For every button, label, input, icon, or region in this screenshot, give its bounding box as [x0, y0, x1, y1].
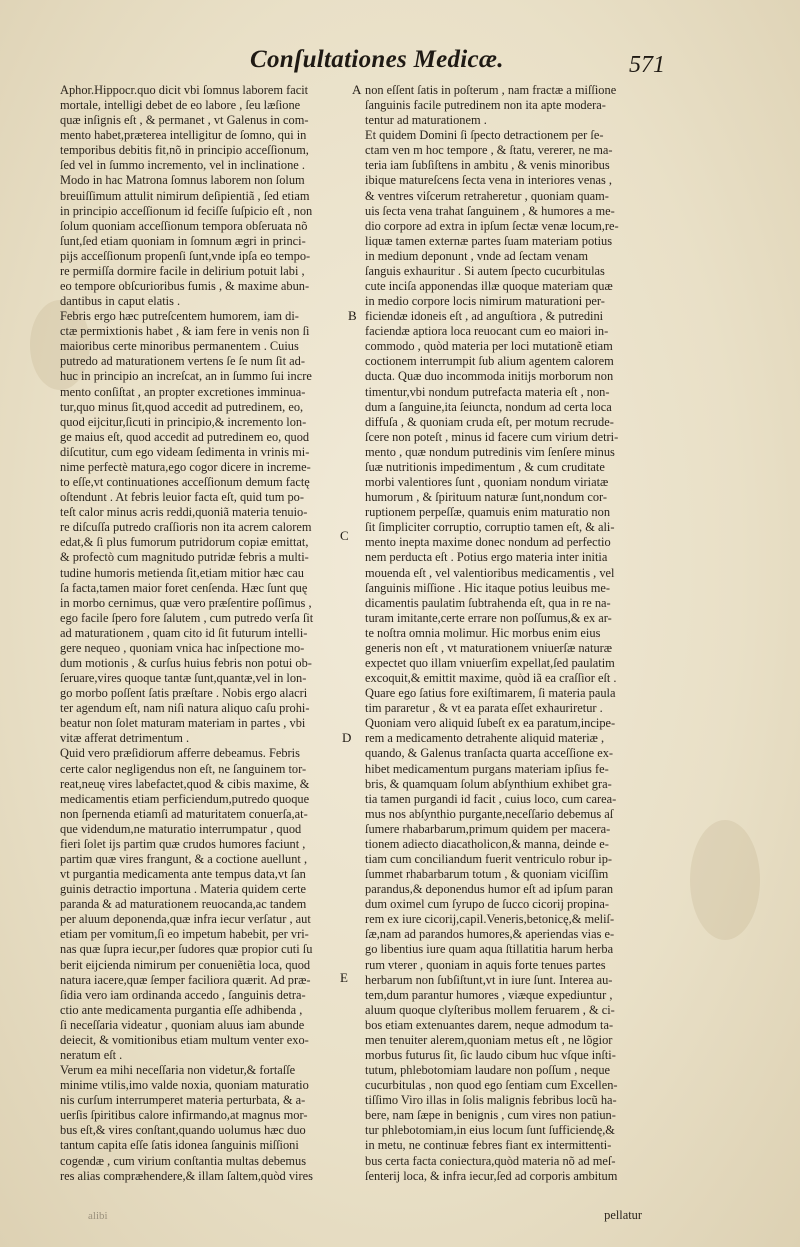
- text-line: per aluum deponenda,quæ infra iecur verſatur , aut: [60, 912, 311, 927]
- text-line: Modo in hac Matrona ſomnus laborem non ſolum: [60, 173, 305, 188]
- left-text-column: [60, 83, 347, 1208]
- text-line: dantibus in caput elatis .: [60, 294, 181, 309]
- text-line: pijs acceſſionum propenſi ſunt,vnde ipſa eo tempo-: [60, 248, 311, 263]
- text-line: vt purgantia medicamenta ante tempus data,vt ſan: [60, 867, 306, 882]
- text-line: to eſſe,vt continuationes acceſſionum demum factę: [60, 475, 310, 490]
- text-line: diffuſa , & quoniam cruda eſt, per motum recrude-: [365, 414, 614, 429]
- text-line: mento habet,præterea intelligitur de ſomno, qui in: [60, 128, 307, 143]
- text-line: ſolum quoniam acceſſionum tempora obſeruata nõ: [60, 218, 308, 233]
- text-line: dum oximel cum ſyrupo de ſucco cicorij propina-: [365, 897, 609, 912]
- text-line: tiam cum conciliandum fuerit ventriculo robur ip-: [365, 851, 613, 866]
- text-line: in metu, ne continuæ febres fiant ex intermittenti-: [365, 1138, 612, 1153]
- section-marker-c: C: [340, 528, 349, 543]
- text-line: minime vtilis,imo valde noxia, quoniam maturatio: [60, 1078, 309, 1093]
- text-line: re diſcuſſa putredo craſſioris non ita acrem calorem: [60, 520, 312, 535]
- text-line: res alias compræhendere,& illam ſaltem,quòd vires: [60, 1168, 313, 1183]
- text-line: guinis detractio importuna . Materia quidem certe: [60, 882, 307, 897]
- page-header: [0, 46, 800, 80]
- text-line: generis non eſt , vt maturationem vniuerſæ naturæ: [365, 640, 613, 655]
- text-line: que videndum,ne maturatio interrumpatur , quod: [60, 821, 302, 836]
- text-line: ſed vel in ſummo incremento, vel in inclinatione .: [60, 158, 305, 173]
- text-line: dum a ſanguine,ita ſeiuncta, nondum ad certa loca: [365, 399, 612, 414]
- text-line: etiam per vomitum,ſi eo impetum habebit, per vri-: [60, 927, 309, 942]
- text-line: ctæ permixtionis habet , & iam fere in venis non ſi: [60, 324, 310, 339]
- text-line: ge maius eſt, quod accedit ad putredinem eo, quod: [60, 429, 310, 444]
- text-line: ſanguinis facile putredinem non ita apte modera-: [365, 98, 606, 113]
- text-line: natura iacere,quæ ſemper faciliora quærit. Ad præ-: [60, 972, 311, 987]
- text-line: dum motionis , & curſus huius febris non potui ob-: [60, 655, 312, 670]
- text-line: turam imitante,certe errare non poſſumus,& ex ar-: [365, 610, 612, 625]
- text-line: Febris ergo hæc putreſcentem humorem, iam di-: [60, 309, 299, 324]
- text-line: ſit ſimpliciter corruptio, corruptio tamen eſt, & ali-: [365, 520, 615, 535]
- text-line: ad maturationem , quam cito id ſit futurum intelli-: [60, 625, 308, 640]
- text-line: Quid vero præſidiorum afferre debeamus. Febris: [60, 746, 300, 761]
- text-line: in medio corpore locis nimirum maturationi per-: [365, 294, 605, 309]
- text-line: partim quæ vires frangunt, & a coctione auellunt ,: [60, 851, 308, 866]
- text-line: bris, & quamquam ſolum abſynthium exhibet gra-: [365, 776, 612, 791]
- text-line: Aphor.Hippocr.quo dicit vbi ſomnus laborem facit: [60, 83, 309, 97]
- text-line: ego facile ſpero fore ſalutem , cum putredo verſa ſit: [60, 610, 314, 625]
- text-line: bus certa facta coniectura,quòd materia nõ ad meſ-: [365, 1153, 616, 1168]
- text-line: aluum quoque clyſteribus mollem feruarem , & ci-: [365, 1002, 615, 1017]
- text-line: go libentius iure quam aqua ſtillatitia harum herba: [365, 942, 614, 957]
- text-line: mento , quæ nondum putredinis vim ſenſere minus: [365, 444, 615, 459]
- text-line: quando, & Galenus tranſacta quarta acceſſione ex-: [365, 746, 614, 761]
- section-marker-b: B: [348, 308, 357, 323]
- text-line: re permiſſa dormire facile in delirium potuit labi ,: [60, 263, 305, 278]
- text-line: bere, nam ſæpe in benignis , cum vires non patiun-: [365, 1108, 616, 1123]
- text-line: medicamentis etiam perficiendum,putredo quoque: [60, 791, 310, 806]
- text-line: non eſſent ſatis in poſterum , nam fractæ a miſſione: [365, 83, 617, 97]
- text-line: tutum, phlebotomiam laudare non poſſum , neque: [365, 1063, 611, 1078]
- text-line: teſt calor minus acris reddi,quoniã materia tenuio-: [60, 505, 308, 520]
- text-line: mento inepta maxime donec nondum ad perfectio: [365, 535, 611, 550]
- paper-stain: [690, 820, 760, 940]
- text-line: Quoniam vero aliquid ſubeſt ex ea paratum,incipe-: [365, 716, 616, 731]
- running-title: Conſultationes Medicæ.: [250, 46, 504, 73]
- text-line: tentur ad maturationem .: [365, 113, 487, 128]
- text-line: expectet quo illam vniuerſim expellat,ſed paulatim: [365, 655, 615, 670]
- text-line: ctam ven m hoc tempore , & ſtatu, vererer, ne ma-: [365, 143, 613, 158]
- text-line: herbarum non ſubſiſtunt,vt in iure ſunt. Interea au-: [365, 972, 613, 987]
- text-line: bos etiam extenuantes darem, neque admodum ta-: [365, 1017, 614, 1032]
- text-line: tur,quo minus ſit,quod accedit ad putredinem, eo,: [60, 399, 304, 414]
- text-line: morbus futurus ſit, ſic laudo cibum huc vſque inſti-: [365, 1048, 616, 1062]
- text-line: rum vterer , quoniam in aquis forte tenues partes: [365, 957, 606, 972]
- text-line: ſunt,ſed etiam quoniam in ſomnum ægri in princi-: [60, 233, 306, 248]
- text-line: ſæ,nam ad parandos humores,& aperiendas vias e-: [365, 927, 615, 942]
- text-line: temporibus debitis fit,nõ in principio acceſſionum,: [60, 143, 309, 158]
- text-line: faciendæ aptiora loca reuocant cum eo maiori in-: [365, 324, 609, 339]
- text-line: excoquit,& emittit maxime, quòd iã ea craſſior eſt .: [365, 671, 617, 686]
- text-line: Quare ego ſatius fore exiſtimarem, ſi materia paula: [365, 686, 616, 701]
- text-line: ſenterij loca, & infra iecur,ſed ad corporis ambitum: [365, 1168, 618, 1183]
- text-line: ſanguinis miſſione . Hic itaque potius leuibus me-: [365, 580, 611, 595]
- text-line: mus nos abſynthio purgante,neceſſario debemus aſ: [365, 806, 614, 821]
- text-line: cute inciſa apponendas illæ quoque materiam quæ: [365, 279, 613, 294]
- text-line: tantum capita eſſe ſatis idonea ſanguinis miſſioni: [60, 1138, 299, 1153]
- text-line: tem,dum parantur humores , viæque expediuntur ,: [365, 987, 613, 1002]
- text-line: ruptionem perpeſſæ, quamuis enim maturatio non: [365, 505, 611, 520]
- text-line: mouenda eſt , vel valentioribus medicamentis , vel: [365, 565, 615, 580]
- text-line: reat,neuę vires labefactet,quod & cibis maxime, &: [60, 776, 310, 791]
- text-line: paranda & ad maturationem reuocanda,ac tandem: [60, 897, 307, 912]
- text-line: hibet medicamentum purgans materiam ipſius fe-: [365, 761, 609, 776]
- text-line: eo tempore obſcurioribus fumis , & maxime abun-: [60, 279, 310, 294]
- text-line: ſuæ nutritionis impedimentum , & cum cruditate: [365, 459, 605, 474]
- text-line: nem perducta eſt . Potius ergo materia inter initia: [365, 550, 608, 565]
- text-line: vitæ afferat detrimentum .: [60, 731, 190, 746]
- text-line: ſidia vero iam ordinanda accedo , ſanguinis detra-: [60, 987, 306, 1002]
- text-line: quæ inſignis eſt , & permanet , vt Galenus in com-: [60, 113, 309, 128]
- text-line: mortale, intelligi debet de eo labore , ſeu læſione: [60, 98, 301, 113]
- text-line: ſi neceſſaria videatur , quoniam aluus iam abunde: [60, 1017, 305, 1032]
- text-line: rem a medicamento detrahente aliquid materiæ ,: [365, 731, 605, 746]
- text-line: berit eijcienda nimirum per conueniẽtia loca, quod: [60, 957, 311, 972]
- text-line: ficiendæ idoneis eſt , ad anguſtiora , & putredini: [365, 309, 604, 324]
- text-line: mento conſiſtat , an propter excretiones imminua-: [60, 384, 306, 399]
- text-line: breuiſſimum attulit nimirum deſipientiã , ſed etiam: [60, 188, 310, 203]
- text-line: ſeruare,vires quoque tantæ ſunt,quantæ,vel in lon-: [60, 671, 307, 686]
- text-line: tionem adiecto diacatholicon,& manna, deinde e-: [365, 836, 609, 851]
- text-line: ſummet rhabarbarum totum , & quoniam viciſſim: [365, 867, 609, 882]
- text-line: in principio acceſſionum id feciſſe ſuſpicio eſt , non: [60, 203, 313, 218]
- text-line: tur phlebotomiam,in eius locum ſunt ſufficiendę,&: [365, 1123, 615, 1138]
- text-line: bus eſt,& vires conſtant,quando uolumus hæc duo: [60, 1123, 306, 1138]
- text-line: tiſſimo Viro illas in ſolis malignis febribus locũ ha-: [365, 1093, 617, 1108]
- text-line: go morbo poſſent ſatis præſtare . Nobis ergo alacri: [60, 686, 308, 701]
- text-line: parandus,& deponendus humor eſt ad ipſum paran: [365, 882, 614, 897]
- text-line: neratum eſt .: [60, 1048, 123, 1062]
- text-line: tia tamen purgandi id facit , cuius loco, cum carea-: [365, 791, 617, 806]
- text-line: te noſtra omnia molimur. Hic morbus enim eius: [365, 625, 601, 640]
- text-line: oſtendunt . At febris leuior facta eſt, quid tum po-: [60, 490, 304, 505]
- text-line: cucurbitulas , non quod ego ſentiam cum Excellen-: [365, 1078, 618, 1093]
- text-line: tudine humoris metienda ſit,etiam mitior hæc cau: [60, 565, 304, 580]
- text-line: humorum , & ſpirituum naturæ ſunt,nondum cor-: [365, 490, 608, 505]
- text-line: edat,& ſi plus fumorum putridorum copiæ emittat,: [60, 535, 309, 550]
- text-line: ter agendum eſt, nam niſi natura aliquo caſu prohi-: [60, 701, 310, 716]
- text-line: deiecit, & vomitionibus etiam multum venter exo-: [60, 1032, 309, 1047]
- text-line: ducta. Quæ duo incommoda initijs morborum non: [365, 369, 614, 384]
- text-line: maioribus certe minoribus permanentem . Cuius: [60, 339, 299, 354]
- text-line: & ventres viſcerum retraheretur , quoniam quam-: [365, 188, 609, 203]
- text-line: Verum ea mihi neceſſaria non videtur,& fortaſſe: [60, 1063, 296, 1078]
- text-line: fieri ſolet ijs partim quæ crudos humores faciunt ,: [60, 836, 306, 851]
- text-line: ctio ante medicamenta purgantia eſſe adhibenda ,: [60, 1002, 303, 1017]
- text-line: men tenuiter alerem,quoniam metus eſt , ne lõgior: [365, 1032, 613, 1047]
- text-line: uis ſecta vena trahat ſanguinem , & humores a me-: [365, 203, 615, 218]
- section-marker-e: E: [340, 970, 348, 985]
- section-marker-a: A: [352, 82, 362, 97]
- text-line: quod eijcitur,ſicuti in principio,& incremento lon-: [60, 414, 307, 429]
- text-line: dio corpore ad extra in ipſum ſectæ venæ locum,re-: [365, 218, 619, 233]
- text-line: timentur,vbi nondum putrefacta materia eſt , non-: [365, 384, 610, 399]
- text-line: cogendæ , cum virium conſtantia multas debemus: [60, 1153, 307, 1168]
- text-line: putredo ad maturationem vertens ſe ſe num ſit ad-: [60, 354, 305, 369]
- text-line: rem ex iure cicorij,capil.Veneris,betonicę,& meliſ-: [365, 912, 615, 927]
- catchword: pellatur: [604, 1208, 642, 1222]
- text-line: tim pararetur , & vt ea parata eſſet exhauriretur .: [365, 701, 603, 716]
- text-line: huc in principio an increſcat, an in ſummo ſui incre: [60, 369, 312, 384]
- text-line: nis curſum interrumperet materia perturbata, & a-: [60, 1093, 306, 1108]
- text-line: uerſis ſpiritibus calore infirmando,at magnus mor-: [60, 1108, 308, 1123]
- text-line: ſumere rhabarbarum,primum quidem per macera-: [365, 821, 611, 836]
- text-line: certe calor negligendus non eſt, ne ſanguinem tor-: [60, 761, 307, 776]
- text-line: commodo , quòd materia per loci mutationẽ etiam: [365, 339, 613, 354]
- text-line: beatur non ſolet maturam materiam in partes , vbi: [60, 716, 306, 731]
- text-line: Et quidem Domini ſi ſpecto detractionem per ſe-: [365, 128, 604, 143]
- text-line: in medium deponunt , vnde ad ſectam venam: [365, 248, 588, 263]
- text-line: dicamentis paulatim ſubtrahenda eſt, qua in re na-: [365, 595, 611, 610]
- signature-mark: alibi: [88, 1210, 108, 1222]
- text-line: liquæ tamen externæ partes ſuam materiam potius: [365, 233, 613, 248]
- text-line: & profectò cum magnitudo putridæ febris a multi-: [60, 550, 309, 565]
- text-line: coctionem interrumpit ſub alium agentem calorem: [365, 354, 614, 369]
- text-line: in morbo cernimus, quæ vero præſentire poſſimus ,: [60, 595, 312, 610]
- text-line: nas quæ ſupra iecur,per ſudores quæ propior cuti ſu: [60, 942, 313, 957]
- text-line: diſcutitur, cum ego videam ſedimenta in vrinis mi-: [60, 444, 310, 459]
- text-line: non ſpernenda etiamſi ad maturitatem conuerſa,at-: [60, 806, 308, 821]
- text-line: teria iam ſubſiſtens in ambitu , & venis minoribus: [365, 158, 610, 173]
- text-line: ibique matureſcens ſecta vena in interiores venas ,: [365, 173, 613, 188]
- text-line: ſa facta,tamen maior foret cenſenda. Hæc ſunt quę: [60, 580, 308, 595]
- section-marker-d: D: [342, 730, 352, 745]
- text-line: gere nequeo , quoniam vnica hac inſpectione mo-: [60, 640, 305, 655]
- text-line: ſcere non poteſt , minus id facere cum virium detri-: [365, 429, 619, 444]
- text-line: ſanguis exhauritur . Si autem ſpecto cucurbitulas: [365, 263, 605, 278]
- page-number: 571: [629, 52, 665, 78]
- text-line: morbi valentiores ſunt , quoniam nondum viriatæ: [365, 475, 609, 490]
- right-text-column: [365, 83, 680, 1208]
- text-line: nime perfectè matura,ego cogor dicere in increme-: [60, 459, 311, 474]
